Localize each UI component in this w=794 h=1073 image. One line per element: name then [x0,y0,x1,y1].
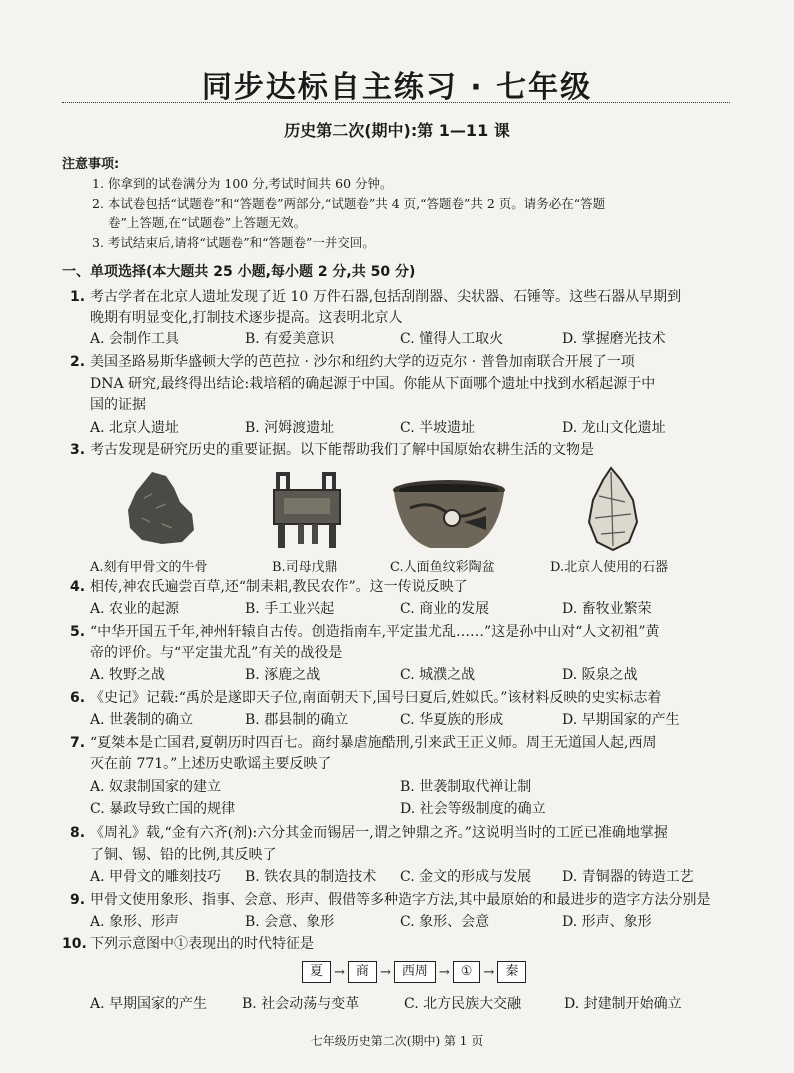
image-caption: A.刻有甲骨文的牛骨 [90,560,208,575]
option-b: B. 涿鹿之战 [245,667,321,683]
question-text: “夏桀本是亡国君,夏朝历时四百七。商纣暴虐施酷刑,引来武王正义师。周王无道国人起,西周 [90,735,657,751]
question-text: “中华开国五千年,神州轩辕自古传。创造指南车,平定蚩尤乱……”这是孙中山对“人文初祖”黄 [90,624,660,640]
flow-box: ① [453,961,481,983]
option-c: C. 城濮之战 [400,667,476,683]
option-c: C. 华夏族的形成 [400,712,504,728]
option-b: B. 铁农具的制造技术 [245,869,377,885]
stone-tool-image [585,466,641,552]
option-a: A. 早期国家的产生 [90,996,208,1012]
option-c: C. 懂得人工取火 [400,331,504,347]
option-d: D. 掌握磨光技术 [562,331,666,347]
question-text: 考古学者在北京人遗址发现了近 10 万件石器,包括刮削器、尖状器、石锤等。这些石器从早期到 [90,289,682,305]
question-number: 5. [70,624,86,640]
option-c: C. 北方民族大交融 [404,996,522,1012]
image-caption: D.北京人使用的石器 [550,560,669,575]
oracle-bone-image [122,468,202,548]
option-b: B. 社会动荡与变革 [242,996,360,1012]
option-a: A. 奴隶制国家的建立 [90,779,222,795]
option-d: D. 青铜器的铸造工艺 [562,869,694,885]
question-number: 9. [70,892,86,908]
arrow-right-icon: → [334,964,345,980]
question-number: 1. [70,289,86,305]
page-footer: 七年级历史第二次(期中) 第 1 页 [310,1034,484,1048]
flow-box: 西周 [394,961,436,983]
question-text: 美国圣路易斯华盛顿大学的芭芭拉 · 沙尔和纽约大学的迈克尔 · 普鲁加南联合开展了一项 [90,354,635,370]
option-d: D. 社会等级制度的确立 [400,801,546,817]
flow-box: 秦 [497,961,526,983]
option-d: D. 龙山文化遗址 [562,420,666,436]
image-caption: C.人面鱼纹彩陶盆 [390,560,495,575]
option-b: B. 会意、象形 [245,914,335,930]
option-a: A. 会制作工具 [90,331,180,347]
question-text: 《史记》记载:“禹於是遂即天子位,南面朝天下,国号曰夏后,姓姒氏。”该材料反映的史实标志着 [90,690,662,706]
option-b: B. 世袭制取代禅让制 [400,779,532,795]
option-c: C. 象形、会意 [400,914,490,930]
option-b: B. 郡县制的确立 [245,712,349,728]
title-divider [62,102,730,103]
note-item: 1. 你拿到的试卷满分为 100 分,考试时间共 60 分钟。 [92,176,393,191]
question-text: 帝的评价。与“平定蚩尤乱”有关的战役是 [90,645,343,661]
option-a: A. 农业的起源 [90,601,180,617]
option-a: A. 世袭制的确立 [90,712,194,728]
option-c: C. 半坡遗址 [400,420,476,436]
option-d: D. 早期国家的产生 [562,712,680,728]
arrow-right-icon: → [438,964,450,980]
pottery-basin-image [390,478,508,552]
question-text: 晚期有明显变化,打制技术逐步提高。这表明北京人 [90,310,403,326]
question-text: 考古发现是研究历史的重要证据。以下能帮助我们了解中国原始农耕生活的文物是 [90,442,594,458]
option-d: D. 阪泉之战 [562,667,638,683]
option-a: A. 牧野之战 [90,667,166,683]
question-text: 灭在前 771。”上述历史歌谣主要反映了 [90,756,332,772]
page-title: 同步达标自主练习 · 七年级 [201,70,593,105]
option-a: A. 象形、形声 [90,914,180,930]
option-c: C. 商业的发展 [400,601,490,617]
option-b: B. 有爱美意识 [245,331,335,347]
question-text: 《周礼》载,“金有六齐(剂):六分其金而锡居一,谓之钟鼎之齐。”这说明当时的工匠已准确地掌握 [90,825,668,841]
question-text: 下列示意图中①表现出的时代特征是 [90,936,314,952]
arrow-right-icon: → [379,964,391,980]
note-item: 卷”上答题,在“试题卷”上答题无效。 [108,215,307,230]
question-text: 国的证据 [90,397,146,413]
bronze-ding-image [268,470,346,550]
option-d: D. 形声、象形 [562,914,652,930]
option-d: D. 封建制开始确立 [564,996,682,1012]
arrow-right-icon: → [483,964,495,980]
question-number: 2. [70,354,86,370]
option-a: A. 甲骨文的雕刻技巧 [90,869,222,885]
question-number: 10. [62,936,87,952]
flow-box: 商 [348,961,377,983]
flow-box: 夏 [302,961,331,983]
notes-heading: 注意事项: [62,157,120,172]
question-number: 4. [70,579,86,595]
question-number: 3. [70,442,86,458]
option-d: D. 畜牧业繁荣 [562,601,652,617]
image-caption: B.司母戊鼎 [272,560,338,575]
option-c: C. 金文的形成与发展 [400,869,532,885]
question-text: 甲骨文使用象形、指事、会意、形声、假借等多种造字方法,其中最原始的和最进步的造字方法分别是 [90,892,711,908]
section-heading: 一、单项选择(本大题共 25 小题,每小题 2 分,共 50 分) [62,264,416,280]
option-b: B. 手工业兴起 [245,601,335,617]
question-number: 7. [70,735,86,751]
page-subtitle: 历史第二次(期中):第 1—11 课 [284,121,510,140]
note-item: 3. 考试结束后,请将“试题卷”和“答题卷”一并交回。 [92,235,375,250]
question-text: 相传,神农氏遍尝百草,还“制耒耜,教民农作”。这一传说反映了 [90,579,468,595]
note-item: 2. 本试卷包括“试题卷”和“答题卷”两部分,“试题卷”共 4 页,“答题卷”共 2 页。请务必在“答题 [92,196,606,211]
question-text: DNA 研究,最终得出结论:栽培稻的确起源于中国。你能从下面哪个遗址中找到水稻起源于中 [90,376,656,392]
dynasty-flow-diagram [302,960,526,984]
option-c: C. 暴政导致亡国的规律 [90,801,236,817]
question-text: 了铜、锡、铅的比例,其反映了 [90,847,277,863]
option-b: B. 河姆渡遗址 [245,420,335,436]
question-number: 6. [70,690,86,706]
question-number: 8. [70,825,86,841]
option-a: A. 北京人遗址 [90,420,180,436]
